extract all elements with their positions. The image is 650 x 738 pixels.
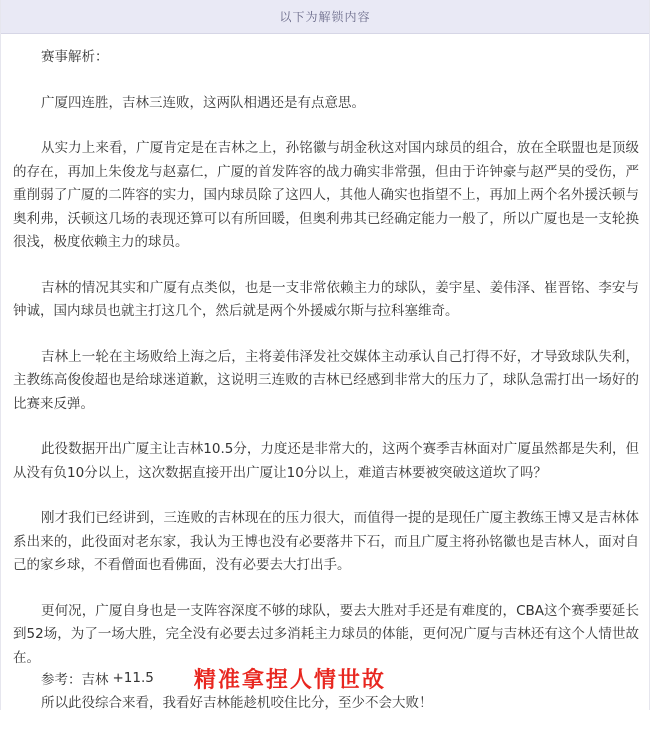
article-heading: 赛事解析： (41, 49, 109, 65)
unlock-banner (1, 0, 649, 34)
slogan-text: 精准拿捏人情世故 (193, 667, 386, 693)
article-paragraph: 吉林的情况其实和广厦有点类似，也是一支非常依赖主力的球队，姜宇星、姜伟泽、崔晋铭、李安与钟诚，国内球员也就主打这几个，然后就是两个外援威尔斯与拉科塞维奇。 (13, 279, 639, 319)
article-paragraph: 刚才我们已经讲到，三连败的吉林现在的压力很大，而值得一提的是现任广厦主教练王博又是吉林体系出来的，此役面对老东家，我认为王博也没有必要落井下石，而且广厦主将孙铭徽也是吉林人，面对自己的家乡球，不看僧面也看佛面，没有必要去大打出手。 (13, 510, 639, 573)
article-paragraph: 从实力上来看，广厦肯定是在吉林之上，孙铭徽与胡金秋这对国内球员的组合，放在全联盟也是顶级的存在，再加上朱俊龙与赵嘉仁，广厦的首发阵容的战力确实非常强，但由于许钟豪与赵严昊的受伤，严重削弱了广厦的二阵容的实力，国内球员除了这四人，其他人确实也指望不上，再加上两个名外援沃顿与奥利弗，沃顿这几场的表现还算可以有所回暖，但奥利弗其已经确定能力一般了，所以广厦也是一支轮换很浅，极度依赖主力的球员。 (13, 140, 639, 250)
article-paragraph: 此役数据开出广厦主让吉林10.5分，力度还是非常大的，这两个赛季吉林面对广厦虽然都是失利，但从没有负10分以上，这次数据直接开出广厦让10分以上，难道吉林要被突破这道坎了吗？ (13, 441, 639, 481)
reference-value: +11.5 (112, 670, 154, 686)
article-body (13, 46, 639, 738)
unlock-banner-text: 以下为解锁内容 (279, 10, 371, 24)
reference-label: 参考：吉林 (41, 672, 109, 688)
article-paragraph: 广厦四连胜，吉林三连败，这两队相遇还是有点意思。 (41, 94, 365, 111)
article-paragraph: 所以此役综合来看，我看好吉林能趁机咬住比分，至少不会大败！ (41, 695, 433, 711)
article-paragraph: 更何况，广厦自身也是一支阵容深度不够的球队，要去大胜对手还是有难度的，CBA这个赛季要延长到52场，为了一场大胜，完全没有必要去过多消耗主力球员的体能，更何况广厦与吉林还有这个人情世故在。 (13, 602, 639, 666)
article-paragraph: 吉林上一轮在主场败给上海之后，主将姜伟泽发社交媒体主动承认自己打得不好，才导致球队失利，主教练高俊俊超也是给球迷道歉，这说明三连败的吉林已经感到非常大的压力了，球队急需打出一场好的比赛来反弹。 (13, 348, 639, 412)
article-footer (41, 660, 601, 696)
